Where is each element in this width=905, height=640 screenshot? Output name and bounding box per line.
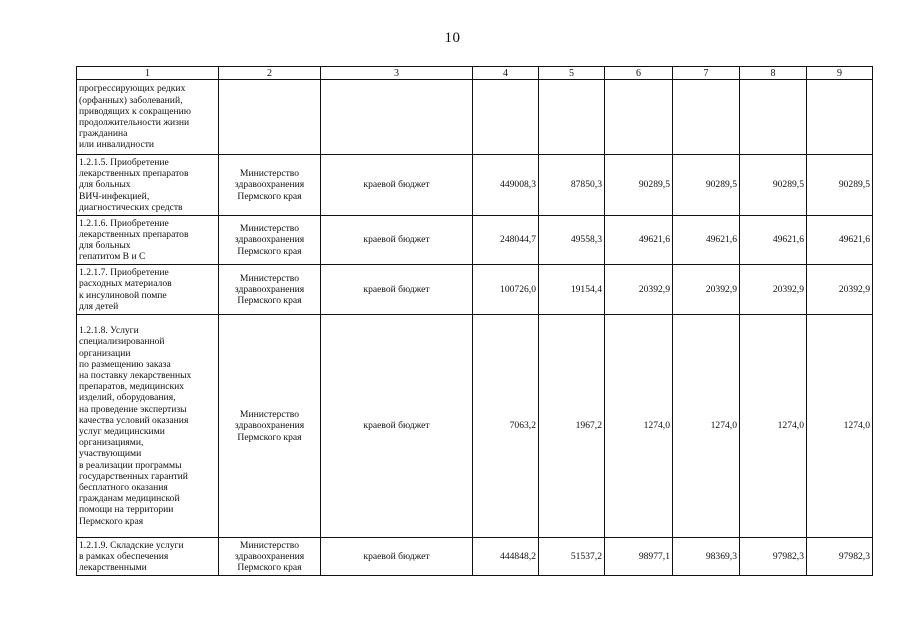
table-row xyxy=(77,155,873,216)
value-cell xyxy=(473,80,539,155)
funding-source-cell: краевой бюджет xyxy=(321,155,473,216)
executor-cell: Министерство здравоохранения Пермского края xyxy=(219,155,321,216)
funding-source-cell: краевой бюджет xyxy=(321,265,473,315)
value-cell: 20392,9 xyxy=(605,265,673,315)
value-cell: 98369,3 xyxy=(673,538,740,576)
value-cell: 444848,2 xyxy=(473,538,539,576)
value-cell: 7063,2 xyxy=(473,315,539,538)
column-header: 8 xyxy=(740,67,807,80)
value-cell: 19154,4 xyxy=(539,265,605,315)
value-cell: 90289,5 xyxy=(807,155,873,216)
value-cell xyxy=(539,80,605,155)
executor-cell: Министерство здравоохранения Пермского края xyxy=(219,216,321,265)
column-header: 1 xyxy=(77,67,219,80)
measure-name-cell: 1.2.1.9. Складские услуги в рамках обеспечения лекарственными xyxy=(77,538,219,576)
measure-name-cell: 1.2.1.5. Приобретение лекарственных препаратов для больных ВИЧ-инфекцией, диагностических средств xyxy=(77,155,219,216)
value-cell xyxy=(605,80,673,155)
column-header: 7 xyxy=(673,67,740,80)
column-header: 4 xyxy=(473,67,539,80)
column-number-row xyxy=(77,67,873,80)
executor-cell xyxy=(219,80,321,155)
value-cell: 248044,7 xyxy=(473,216,539,265)
value-cell: 1274,0 xyxy=(807,315,873,538)
column-header: 9 xyxy=(807,67,873,80)
value-cell xyxy=(673,80,740,155)
value-cell: 49558,3 xyxy=(539,216,605,265)
funding-source-cell: краевой бюджет xyxy=(321,538,473,576)
column-header: 5 xyxy=(539,67,605,80)
value-cell xyxy=(807,80,873,155)
budget-table xyxy=(76,66,873,576)
value-cell: 49621,6 xyxy=(807,216,873,265)
executor-cell: Министерство здравоохранения Пермского края xyxy=(219,265,321,315)
table-row xyxy=(77,538,873,576)
value-cell: 97982,3 xyxy=(740,538,807,576)
value-cell: 100726,0 xyxy=(473,265,539,315)
value-cell: 1274,0 xyxy=(673,315,740,538)
value-cell: 90289,5 xyxy=(605,155,673,216)
funding-source-cell: краевой бюджет xyxy=(321,216,473,265)
value-cell: 87850,3 xyxy=(539,155,605,216)
measure-name-cell: 1.2.1.7. Приобретение расходных материалов к инсулиновой помпе для детей xyxy=(77,265,219,315)
table-row xyxy=(77,265,873,315)
measure-name-cell: прогрессирующих редких (орфанных) заболеваний, приводящих к сокращению продолжительности жизни гражданина или инвалидности xyxy=(77,80,219,155)
value-cell: 20392,9 xyxy=(673,265,740,315)
value-cell: 97982,3 xyxy=(807,538,873,576)
executor-cell: Министерство здравоохранения Пермского края xyxy=(219,315,321,538)
executor-cell: Министерство здравоохранения Пермского края xyxy=(219,538,321,576)
table-row xyxy=(77,315,873,538)
value-cell: 1967,2 xyxy=(539,315,605,538)
value-cell: 20392,9 xyxy=(740,265,807,315)
value-cell: 49621,6 xyxy=(673,216,740,265)
funding-source-cell xyxy=(321,80,473,155)
value-cell: 49621,6 xyxy=(605,216,673,265)
column-header: 6 xyxy=(605,67,673,80)
value-cell: 449008,3 xyxy=(473,155,539,216)
value-cell: 90289,5 xyxy=(740,155,807,216)
table-row xyxy=(77,216,873,265)
table-row xyxy=(77,80,873,155)
value-cell: 1274,0 xyxy=(605,315,673,538)
value-cell xyxy=(740,80,807,155)
value-cell: 51537,2 xyxy=(539,538,605,576)
funding-source-cell: краевой бюджет xyxy=(321,315,473,538)
value-cell: 20392,9 xyxy=(807,265,873,315)
measure-name-cell: 1.2.1.8. Услуги специализированной организации по размещению заказа на поставку лекарственных препаратов, медицинских изделий, оборудования, на проведение экспертизы качества условий оказания услуг медицинскими организациями, участвующими в реализации программы государственных гарантий бесплатного оказания гражданам медицинской помощи на территории Пермского края xyxy=(77,315,219,538)
measure-name-cell: 1.2.1.6. Приобретение лекарственных препаратов для больных гепатитом В и С xyxy=(77,216,219,265)
page-number: 10 xyxy=(444,30,461,46)
column-header: 3 xyxy=(321,67,473,80)
value-cell: 90289,5 xyxy=(673,155,740,216)
value-cell: 1274,0 xyxy=(740,315,807,538)
value-cell: 98977,1 xyxy=(605,538,673,576)
column-header: 2 xyxy=(219,67,321,80)
value-cell: 49621,6 xyxy=(740,216,807,265)
